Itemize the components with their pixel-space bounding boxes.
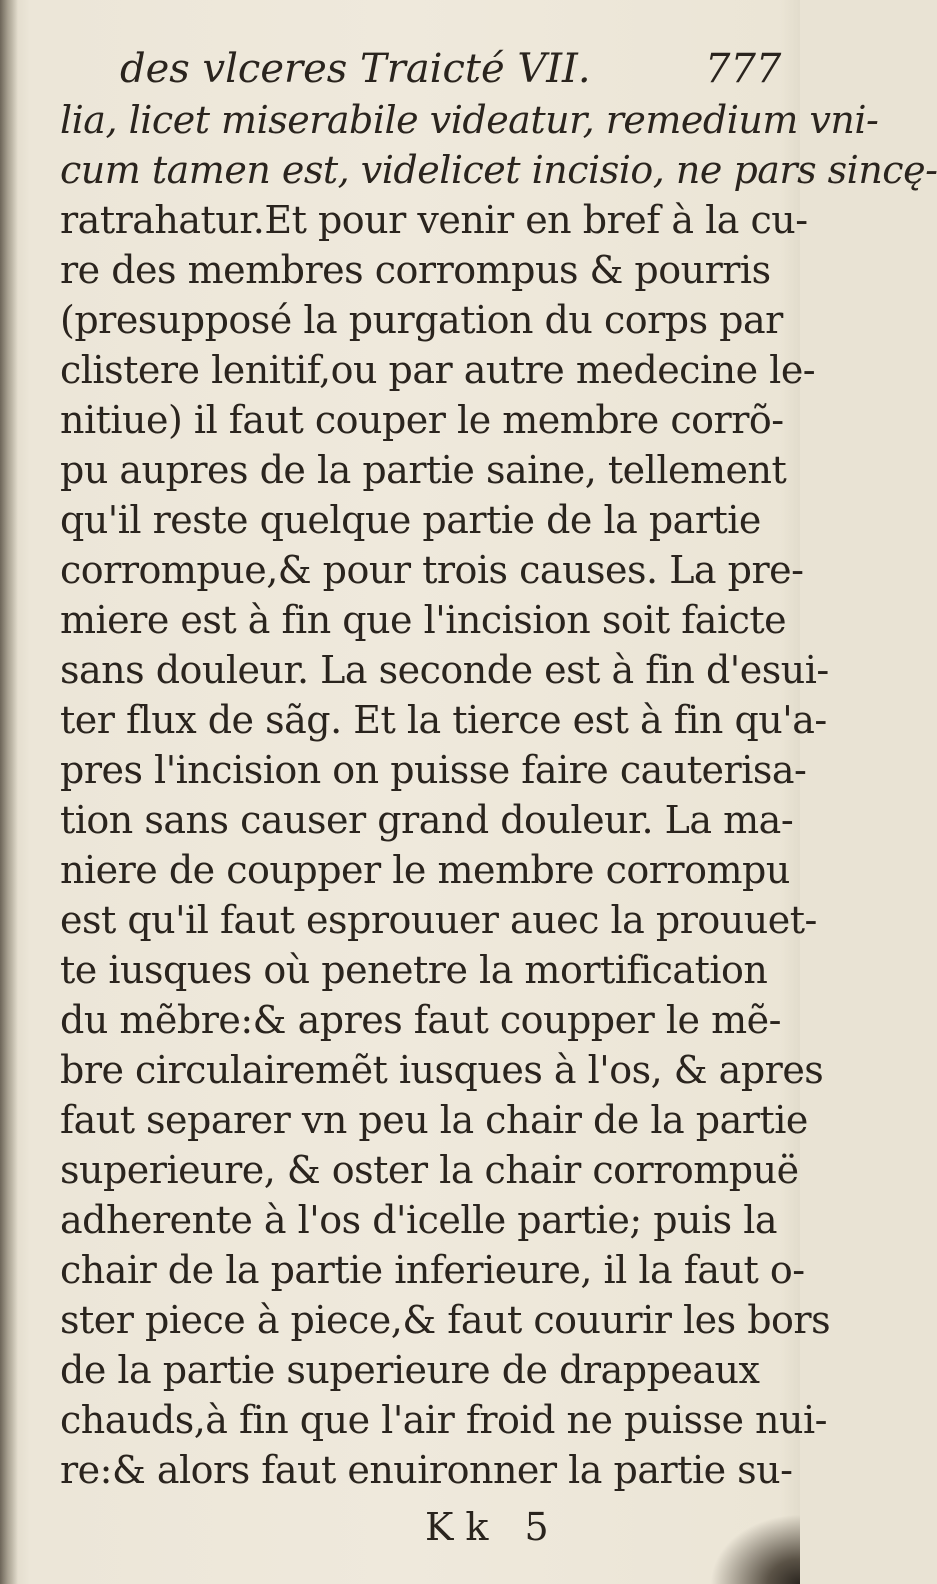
text-line: ster piece à piece,& faut couurir les bors — [60, 1298, 831, 1342]
text-line: du mẽbre:& apres faut coupper le mẽ- — [60, 998, 781, 1042]
body-text — [60, 95, 937, 1495]
page-header — [120, 38, 800, 98]
page-number: 777 — [705, 46, 782, 92]
text-line: tion sans causer grand douleur. La ma- — [60, 798, 794, 842]
text-line: te iusques où penetre la mortification — [60, 948, 768, 992]
text-line: niere de coupper le membre corrompu — [60, 848, 790, 892]
text-line: cum tamen est, videlicet incisio, ne pars sincę- — [60, 148, 937, 192]
text-line: superieure, & oster la chair corrompuë — [60, 1148, 799, 1192]
text-line: de la partie superieure de drappeaux — [60, 1348, 760, 1392]
text-line: chair de la partie inferieure, il la faut o- — [60, 1248, 805, 1292]
text-line: re des membres corrompus & pourris — [60, 248, 771, 292]
text-line: faut separer vn peu la chair de la partie — [60, 1098, 808, 1142]
text-line: (presupposé la purgation du corps par — [60, 298, 783, 342]
text-line: adherente à l'os d'icelle partie; puis la — [60, 1198, 778, 1242]
text-line: re:& alors faut enuironner la partie su- — [60, 1448, 793, 1492]
binding-shadow — [0, 0, 18, 1584]
text-line: chauds,à fin que l'air froid ne puisse nui- — [60, 1398, 827, 1442]
text-line: ter flux de sãg. Et la tierce est à fin qu'a- — [60, 698, 827, 742]
text-line: lia, licet miserabile videatur, remedium vni- — [60, 98, 879, 142]
text-line: corrompue,& pour trois causes. La pre- — [60, 548, 804, 592]
signature-mark: Kk 5 — [425, 1505, 561, 1549]
text-line: ratrahatur.Et pour venir en bref à la cu- — [60, 198, 808, 242]
text-line: pu aupres de la partie saine, tellement — [60, 448, 787, 492]
text-line: sans douleur. La seconde est à fin d'esui- — [60, 648, 829, 692]
text-line: bre circulairemẽt iusques à l'os, & apres — [60, 1048, 824, 1092]
text-line: pres l'incision on puisse faire cauterisa- — [60, 748, 807, 792]
running-title: des vlceres Traicté VII. — [120, 46, 591, 92]
text-line: clistere lenitif,ou par autre medecine le- — [60, 348, 816, 392]
page-corner-shadow — [710, 1514, 800, 1584]
text-line: nitiue) il faut couper le membre corrõ- — [60, 398, 784, 442]
text-line: miere est à fin que l'incision soit faicte — [60, 598, 787, 642]
text-line: est qu'il faut esprouuer auec la prouuet- — [60, 898, 817, 942]
text-line: qu'il reste quelque partie de la partie — [60, 498, 761, 542]
